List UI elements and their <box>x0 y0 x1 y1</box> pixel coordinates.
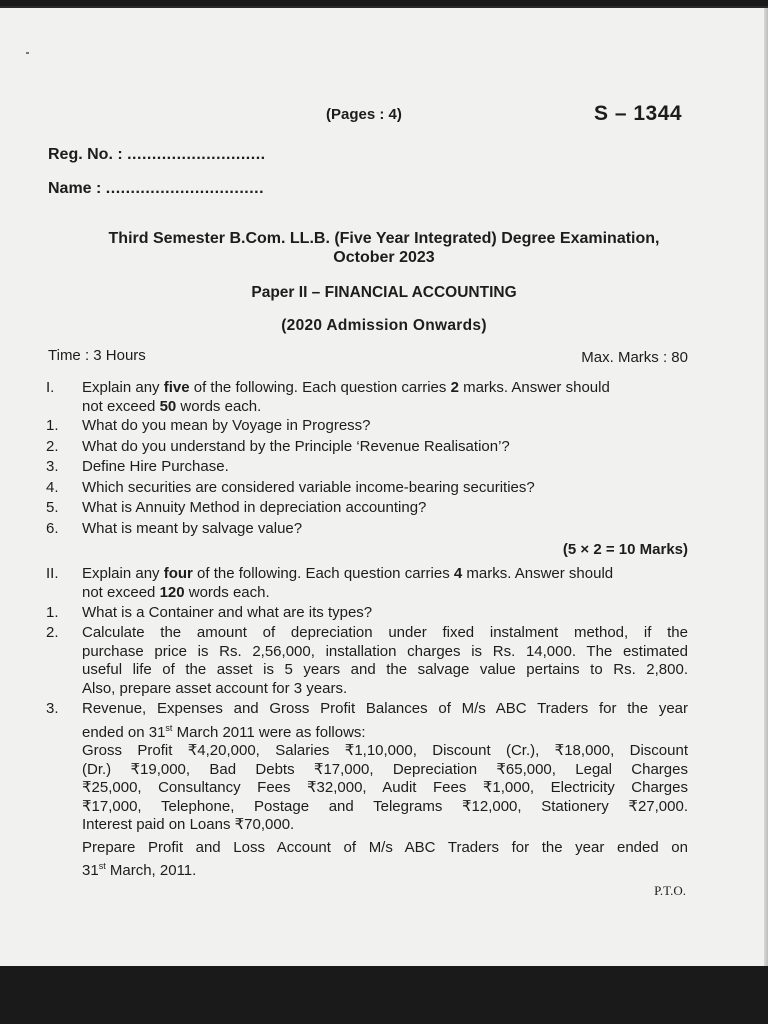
instr-text: marks. Answer should <box>458 379 610 396</box>
instr-count: five <box>163 379 190 396</box>
page-count: (Pages : 4) <box>326 106 402 123</box>
section1-marks: (5 × 2 = 10 Marks) <box>562 541 688 558</box>
question-number: 1. <box>46 417 59 434</box>
balance-data-line: (Dr.) ₹19,000, Bad Debts ₹17,000, Depreciation ₹65,000, Legal Charges <box>82 760 688 778</box>
instr-text: not exceed <box>82 397 160 415</box>
question-text: Which securities are considered variable income-bearing securities? <box>82 478 535 496</box>
exam-paper-page <box>0 6 768 966</box>
name-field <box>48 180 264 198</box>
question-number: 3. <box>46 458 59 476</box>
question-text: What is meant by salvage value? <box>82 520 303 537</box>
reg-no-dots: ............................ <box>127 146 266 163</box>
instr-text: not exceed <box>82 583 160 601</box>
please-turn-over: P.T.O. <box>654 883 686 898</box>
question-text: 31 <box>82 862 99 879</box>
question-text-line: useful life of the asset is 5 years and the salvage value pertains to Rs. 2,800. <box>82 661 688 678</box>
question-number: 2. <box>46 437 59 455</box>
question-text: March, 2011. <box>105 862 197 879</box>
question-text: ended on 31 <box>82 723 166 741</box>
balance-data-line: Interest paid on Loans ₹70,000. <box>82 816 295 833</box>
instr-text: words each. <box>184 583 270 601</box>
balance-data-line: ₹17,000, Telephone, Postage and Telegrams ₹12,000, Stationery ₹27,000. <box>82 797 688 815</box>
exam-title-line2: October 2023 <box>333 249 435 266</box>
question-text: Define Hire Purchase. <box>82 458 229 476</box>
instr-text: of the following. Each question carries <box>192 565 454 582</box>
instr-text: Explain any <box>82 565 164 582</box>
name-label: Name : <box>48 180 106 197</box>
section2-number: II. <box>46 565 59 582</box>
paper-title: Paper II – FINANCIAL ACCOUNTING <box>251 284 517 301</box>
ordinal-suffix: st <box>165 722 173 733</box>
question-text: What do you understand by the Principle ‘Revenue Realisation’? <box>82 437 510 455</box>
time-allowed: Time : 3 Hours <box>48 347 146 364</box>
question-text: What is a Container and what are its types? <box>82 604 373 621</box>
admission-note: (2020 Admission Onwards) <box>281 317 487 334</box>
instr-word-limit: 50 <box>159 397 177 415</box>
question-number: 2. <box>46 624 59 641</box>
balance-data-line: Gross Profit ₹4,20,000, Salaries ₹1,10,000, Discount (Cr.), ₹18,000, Discount <box>82 742 688 759</box>
question-text-line: Prepare Profit and Loss Account of M/s ABC Traders for the year ended on <box>82 838 688 856</box>
instr-word-limit: 120 <box>159 583 185 601</box>
instr-count: four <box>163 565 193 582</box>
paper-edge <box>764 8 768 966</box>
balance-data-line: ₹25,000, Consultancy Fees ₹32,000, Audit Fees ₹1,000, Electricity Charges <box>82 779 688 796</box>
instr-marks: 4 <box>453 565 463 582</box>
instr-text: of the following. Each question carries <box>189 379 451 396</box>
instr-text: words each. <box>176 397 262 415</box>
exam-title-line1: Third Semester B.Com. LL.B. (Five Year Integrated) Degree Examination, <box>108 230 660 247</box>
question-number: 6. <box>46 520 59 537</box>
question-number: 4. <box>46 478 59 496</box>
reg-no-label: Reg. No. : <box>48 146 128 163</box>
scan-speck <box>26 52 29 54</box>
question-text-line: Revenue, Expenses and Gross Profit Balances of M/s ABC Traders for the year <box>82 700 688 717</box>
max-marks: Max. Marks : 80 <box>581 349 688 366</box>
instr-marks: 2 <box>450 379 459 396</box>
instr-text: Explain any <box>82 379 164 396</box>
question-number: 3. <box>46 700 59 717</box>
question-text-line: Calculate the amount of depreciation under fixed instalment method, if the <box>82 624 688 641</box>
question-number: 5. <box>46 499 59 517</box>
question-text: March 2011 were as follows: <box>172 723 366 741</box>
name-dots: ................................ <box>105 180 265 197</box>
section1-number: I. <box>46 379 55 396</box>
question-text: What is Annuity Method in depreciation accounting? <box>82 499 427 517</box>
instr-text: marks. Answer should <box>462 565 614 582</box>
question-text-line: purchase price is Rs. 2,56,000, installation charges is Rs. 14,000. The estimated <box>82 642 688 660</box>
question-number: 1. <box>46 604 59 621</box>
question-text: What do you mean by Voyage in Progress? <box>82 417 371 434</box>
reg-no-field <box>48 146 266 164</box>
ordinal-suffix: st <box>98 861 106 871</box>
paper-code: S – 1344 <box>594 102 683 125</box>
question-text-line: Also, prepare asset account for 3 years. <box>82 679 348 697</box>
